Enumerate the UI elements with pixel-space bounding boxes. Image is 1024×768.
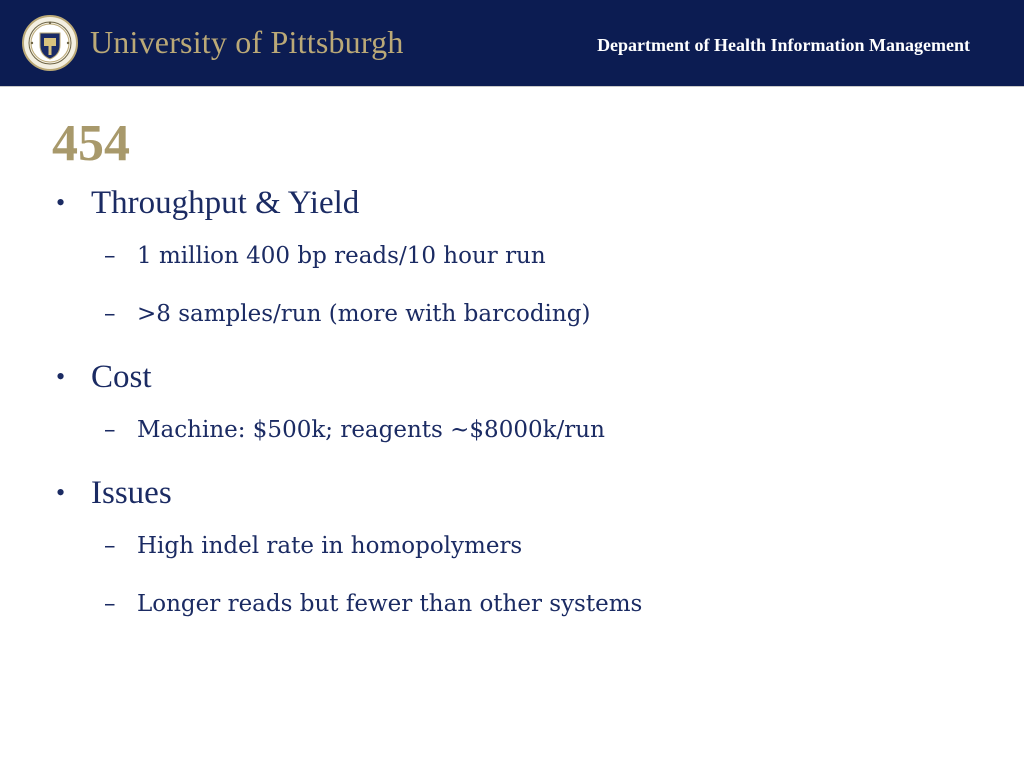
university-wordmark: University of Pittsburgh [90, 24, 404, 60]
sub-bullet-text: >8 samples/run (more with barcoding) [137, 301, 591, 327]
university-seal-icon [22, 15, 78, 71]
sub-bullet [104, 588, 642, 620]
bullet-throughput-yield [56, 183, 359, 223]
bullet-issues [56, 473, 172, 513]
sub-bullet [104, 298, 590, 330]
bullet-heading: Throughput & Yield [91, 185, 360, 221]
bullet-marker: • [56, 188, 66, 217]
slide-title: 454 [52, 115, 130, 172]
sub-bullet [104, 240, 546, 272]
dash-marker: – [104, 301, 116, 327]
header-bar [0, 0, 1024, 87]
sub-bullet [104, 530, 522, 562]
dash-marker: – [104, 591, 116, 617]
sub-bullet [104, 414, 605, 446]
dash-marker: – [104, 417, 116, 443]
sub-bullet-text: 1 million 400 bp reads/10 hour run [137, 243, 546, 269]
sub-bullet-text: Longer reads but fewer than other systems [137, 591, 643, 617]
sub-bullet-text: Machine: $500k; reagents ~$8000k/run [137, 417, 605, 443]
bullet-marker: • [56, 478, 66, 507]
bullet-cost [56, 357, 152, 397]
dash-marker: – [104, 533, 116, 559]
sub-bullet-text: High indel rate in homopolymers [137, 533, 523, 559]
dash-marker: – [104, 243, 116, 269]
bullet-heading: Issues [91, 475, 172, 511]
bullet-heading: Cost [91, 359, 152, 395]
department-name: Department of Health Information Management [597, 35, 970, 55]
bullet-marker: • [56, 362, 66, 391]
